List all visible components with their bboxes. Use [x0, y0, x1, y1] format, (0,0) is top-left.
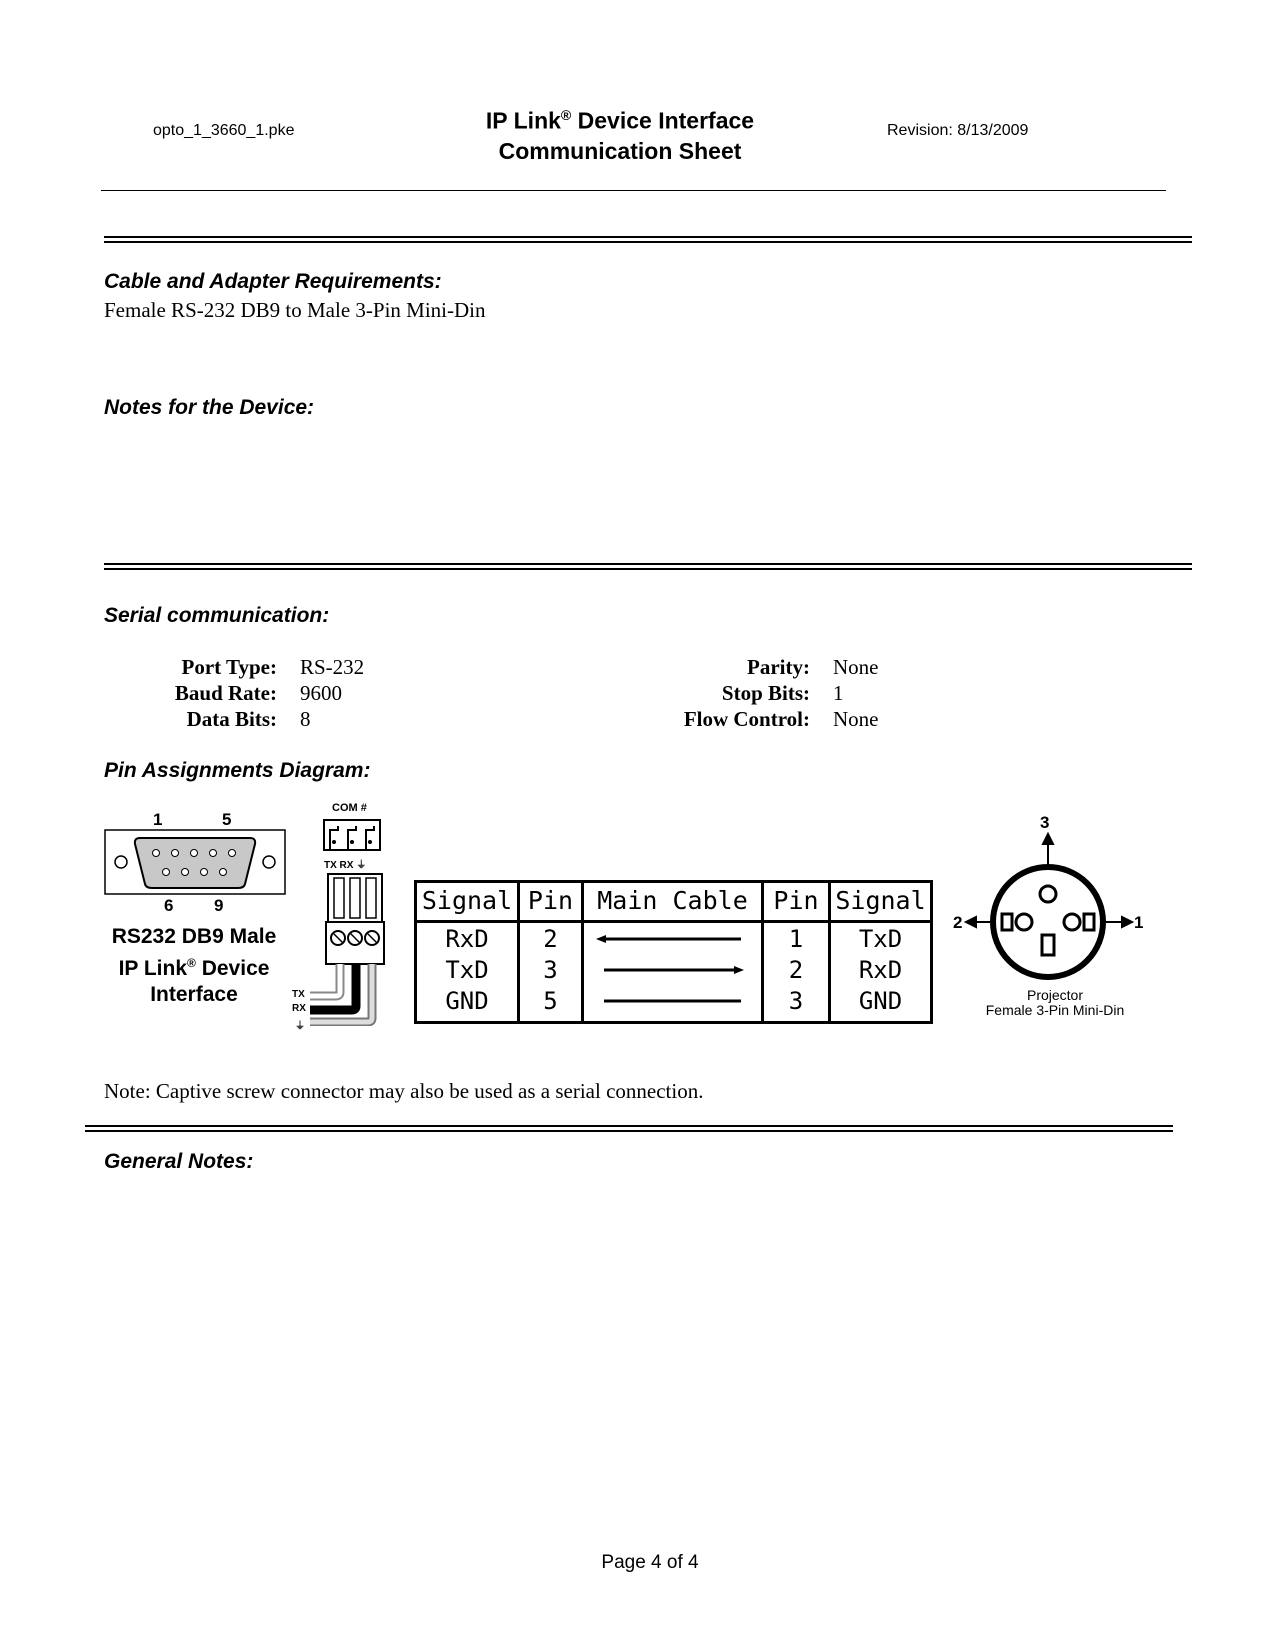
section-divider-2	[104, 563, 1192, 570]
db9-caption-ip-link: IP Link	[118, 957, 188, 980]
parity-label: Parity:	[747, 655, 810, 679]
data-bits-label: Data Bits:	[186, 707, 277, 731]
left-signal-3: GND	[445, 987, 489, 1015]
flow-control-value: None	[833, 707, 879, 731]
right-signal-2: RxD	[858, 956, 903, 984]
right-signal-3: GND	[858, 987, 903, 1015]
minidin-caption-line2: Female 3-Pin Mini-Din	[985, 1002, 1125, 1018]
baud-rate-label: Baud Rate:	[174, 681, 277, 705]
general-notes-heading: General Notes:	[104, 1150, 254, 1173]
header-signal-right: Signal	[835, 886, 926, 915]
pin-diagram-heading: Pin Assignments Diagram:	[104, 759, 371, 782]
right-pin-3: 3	[788, 987, 804, 1015]
left-signal-2: TxD	[445, 956, 489, 984]
header-pin-left: Pin	[527, 886, 574, 915]
header-pin-right: Pin	[773, 886, 819, 915]
serial-heading: Serial communication:	[104, 604, 330, 627]
db9-registered-mark: ®	[187, 956, 196, 970]
left-pin-3: 5	[543, 987, 558, 1015]
left-pin-1: 2	[543, 925, 558, 953]
port-type-label: Port Type:	[181, 655, 277, 679]
header-main-cable: Main Cable	[597, 886, 748, 915]
registered-mark: ®	[560, 107, 572, 123]
db9-caption-line3: Interface	[150, 983, 238, 1006]
right-pin-1: 1	[788, 925, 804, 953]
section-divider-1	[104, 236, 1192, 243]
wire-tx-label: TX	[292, 989, 305, 1000]
title-ip-link: IP Link	[485, 107, 561, 134]
minidin-pin-1-label: 1	[1134, 913, 1144, 932]
left-pin-2: 3	[543, 956, 558, 984]
title-communication-sheet: Communication Sheet	[498, 137, 742, 164]
baud-rate-value: 9600	[300, 681, 342, 705]
data-bits-value: 8	[300, 707, 311, 731]
db9-connector-icon	[104, 828, 286, 896]
right-signal-1: TxD	[858, 925, 903, 953]
wire-gnd-label: ⏚	[295, 1021, 305, 1032]
header-signal-left: Signal	[421, 886, 513, 915]
stop-bits-value: 1	[833, 681, 844, 705]
left-signal-1: RxD	[445, 925, 489, 953]
db9-pin-1-label: 1	[153, 810, 163, 829]
captive-screw-plug-icon	[296, 872, 386, 1026]
captive-screw-port-icon	[322, 818, 382, 854]
title-device-interface: Device Interface	[571, 107, 755, 134]
document-filename: opto_1_3660_1.pke	[153, 122, 295, 139]
section-divider-3	[85, 1125, 1173, 1132]
minidin-caption	[960, 988, 1150, 1018]
document-title	[430, 100, 810, 166]
minidin-caption-line1: Projector	[1026, 987, 1084, 1003]
db9-pin-6-label: 6	[164, 896, 174, 915]
db9-pin-9-label: 9	[214, 896, 224, 915]
right-pin-2: 2	[788, 956, 804, 984]
captive-screw-note: Note: Captive screw connector may also be used as a serial connection.	[104, 1079, 704, 1103]
header-divider	[101, 190, 1166, 191]
minidin-pin-3-label: 3	[1040, 813, 1050, 832]
minidin-pin-2-label: 2	[953, 913, 963, 932]
captive-pin-labels: TX RX ⏚	[324, 860, 367, 871]
db9-caption-device: Device	[195, 957, 270, 980]
db9-pin-5-label: 5	[222, 810, 232, 829]
port-type-value: RS-232	[300, 655, 365, 679]
stop-bits-label: Stop Bits:	[721, 681, 810, 705]
page-number: Page 4 of 4	[601, 1552, 699, 1573]
flow-control-label: Flow Control:	[683, 707, 810, 731]
notes-device-heading: Notes for the Device:	[104, 396, 315, 419]
db9-caption	[104, 924, 284, 1008]
wire-rx-label: RX	[292, 1003, 306, 1014]
revision-date: Revision: 8/13/2009	[887, 122, 1029, 139]
cable-heading: Cable and Adapter Requirements:	[104, 270, 442, 293]
db9-caption-line1: RS232 DB9 Male	[111, 925, 277, 948]
pin-assignment-table	[414, 880, 933, 1024]
cable-text: Female RS-232 DB9 to Male 3-Pin Mini-Din	[104, 298, 486, 322]
minidin-connector-icon	[962, 832, 1134, 992]
cable-arrows-icon	[584, 923, 761, 1021]
parity-value: None	[833, 655, 879, 679]
com-label: COM #	[332, 802, 367, 814]
